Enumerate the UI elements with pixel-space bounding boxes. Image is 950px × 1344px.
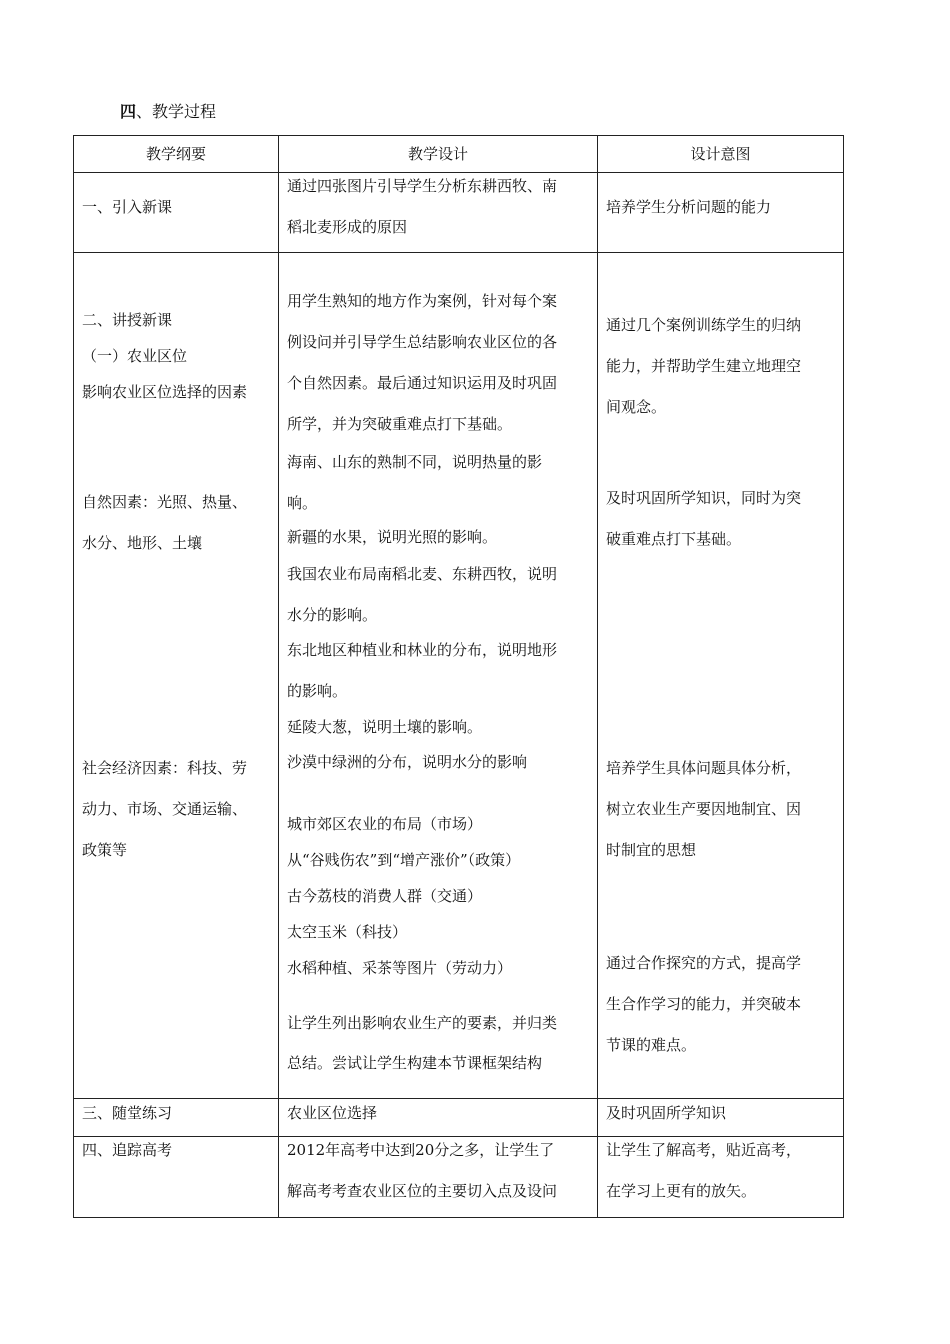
row2-design-cell xyxy=(279,253,598,1099)
row1-intent: 培养学生分析问题的能力 xyxy=(606,198,772,216)
table-header-row xyxy=(74,136,844,173)
row2-design-line: 东北地区种植业和林业的分布，说明地形 xyxy=(287,641,558,659)
row2-intent-line: 间观念。 xyxy=(606,398,667,416)
row2-intent-line: 培养学生具体问题具体分析， xyxy=(606,759,802,777)
row2-design-line: 的影响。 xyxy=(287,682,348,700)
row4-intent-line: 让学生了解高考，贴近高考， xyxy=(606,1141,802,1159)
row4-outline-cell xyxy=(74,1137,279,1218)
row2-intent-cell xyxy=(598,253,844,1099)
row2-design-line: 例设问并引导学生总结影响农业区位的各 xyxy=(287,333,558,351)
row2-design-line: 我国农业布局南稻北麦、东耕西牧，说明 xyxy=(287,565,558,583)
row2-design-line: 沙漠中绿洲的分布，说明水分的影响 xyxy=(287,753,528,771)
row2-intent-line: 时制宜的思想 xyxy=(606,841,697,859)
row2-outline-line: 政策等 xyxy=(82,841,128,859)
row2-design-line: 水稻种植、采茶等图片（劳动力） xyxy=(287,959,513,977)
header-design: 教学设计 xyxy=(279,136,598,173)
row2-intent-line: 破重难点打下基础。 xyxy=(606,530,742,548)
row2-design-line: 水分的影响。 xyxy=(287,606,378,624)
row3-intent: 及时巩固所学知识 xyxy=(606,1104,727,1122)
row2-design-line: 用学生熟知的地方作为案例，针对每个案 xyxy=(287,292,558,310)
section-heading xyxy=(120,101,216,123)
row2-outline-cell xyxy=(74,253,279,1099)
row3-design: 农业区位选择 xyxy=(287,1104,378,1122)
row3-design-cell xyxy=(279,1099,598,1137)
row1-design-line: 稻北麦形成的原因 xyxy=(287,218,408,236)
row2-intent-line: 树立农业生产要因地制宜、因 xyxy=(606,800,802,818)
row2-design-line: 延陵大葱，说明土壤的影响。 xyxy=(287,718,483,736)
table-row xyxy=(74,253,844,1099)
row2-design-line: 古今荔枝的消费人群（交通） xyxy=(287,887,483,905)
row3-outline-cell xyxy=(74,1099,279,1137)
header-intent: 设计意图 xyxy=(598,136,844,173)
row2-design-line: 从“谷贱伤农”到“增产涨价”（政策） xyxy=(287,851,521,869)
row4-intent-line: 在学习上更有的放矢。 xyxy=(606,1182,757,1200)
row4-outline: 四、追踪高考 xyxy=(82,1141,173,1159)
row4-design-cell xyxy=(279,1137,598,1218)
row2-outline-line: 影响农业区位选择的因素 xyxy=(82,383,248,401)
row2-intent-line: 节课的难点。 xyxy=(606,1036,697,1054)
row2-design-line: 总结。尝试让学生构建本节课框架结构 xyxy=(287,1054,543,1072)
row2-outline-line: 动力、市场、交通运输、 xyxy=(82,800,248,818)
row2-intent-line: 及时巩固所学知识，同时为突 xyxy=(606,489,802,507)
row2-design-line: 海南、山东的熟制不同，说明热量的影 xyxy=(287,453,543,471)
row1-design-cell xyxy=(279,173,598,253)
row1-outline: 一、引入新课 xyxy=(82,198,173,216)
row2-design-line: 太空玉米（科技） xyxy=(287,923,408,941)
row2-outline-line: （一）农业区位 xyxy=(82,347,188,365)
row1-outline-cell xyxy=(74,173,279,253)
row2-outline-line: 水分、地形、土壤 xyxy=(82,534,203,552)
row2-intent-line: 通过合作探究的方式，提高学 xyxy=(606,954,802,972)
table-row xyxy=(74,1137,844,1218)
row1-intent-cell xyxy=(598,173,844,253)
table-row xyxy=(74,173,844,253)
row2-intent-line: 生合作学习的能力，并突破本 xyxy=(606,995,802,1013)
header-outline: 教学纲要 xyxy=(74,136,279,173)
row2-outline-line: 自然因素：光照、热量、 xyxy=(82,493,248,511)
row2-design-line: 个自然因素。最后通过知识运用及时巩固 xyxy=(287,374,558,392)
row2-design-line: 让学生列出影响农业生产的要素，并归类 xyxy=(287,1014,558,1032)
table-row xyxy=(74,1099,844,1137)
teaching-process-table xyxy=(73,135,844,1218)
row2-intent-line: 能力，并帮助学生建立地理空 xyxy=(606,357,802,375)
row2-design-line: 新疆的水果，说明光照的影响。 xyxy=(287,528,498,546)
row2-outline-line: 社会经济因素：科技、劳 xyxy=(82,759,248,777)
row4-intent-cell xyxy=(598,1137,844,1218)
section-title: 、教学过程 xyxy=(136,102,217,121)
row3-intent-cell xyxy=(598,1099,844,1137)
row2-design-line: 城市郊区农业的布局（市场） xyxy=(287,815,483,833)
row2-design-line: 所学，并为突破重难点打下基础。 xyxy=(287,415,513,433)
section-number: 四 xyxy=(120,102,137,121)
row2-design-line: 响。 xyxy=(287,494,318,512)
row3-outline: 三、随堂练习 xyxy=(82,1104,173,1122)
row1-design-line: 通过四张图片引导学生分析东耕西牧、南 xyxy=(287,177,558,195)
row2-outline-line: 二、讲授新课 xyxy=(82,311,173,329)
row2-intent-line: 通过几个案例训练学生的归纳 xyxy=(606,316,802,334)
row4-design-line: 2012年高考中达到20分之多，让学生了 xyxy=(287,1141,555,1159)
row4-design-line: 解高考考查农业区位的主要切入点及设问 xyxy=(287,1182,558,1200)
